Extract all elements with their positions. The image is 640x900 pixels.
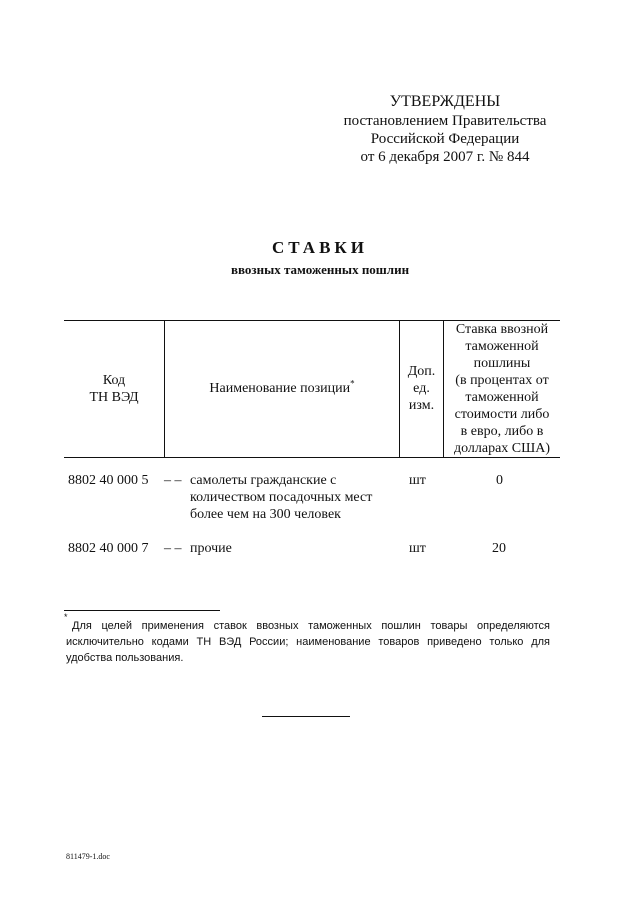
- file-name: 811479-1.doc: [66, 852, 110, 861]
- approval-line-1: постановлением Правительства: [343, 113, 547, 129]
- document-subtitle: ввозных таможенных пошлин: [230, 262, 410, 277]
- header-name-text: Наименование позиции: [209, 381, 351, 396]
- header-code: [64, 320, 164, 457]
- header-code-line-2: ТН ВЭД: [89, 389, 139, 405]
- header-rate-line-4: (в процентах от: [455, 372, 549, 388]
- header-rate-line-2: таможенной: [465, 338, 539, 354]
- header-unit-line-3: изм.: [408, 398, 435, 413]
- header-rate-line-8: долларах США): [453, 440, 551, 456]
- header-rate-line-6: стоимости либо: [454, 406, 550, 422]
- footnote-text: Для целей применения ставок ввозных таможенных пошлин товары определяются исключительно кодами ТН ВЭД России; наименование товаров приведено только для удобства пользования.: [66, 620, 550, 664]
- row-1-dash: – –: [164, 473, 182, 488]
- header-rate-line-5: таможенной: [465, 389, 539, 405]
- row-1-name-line-3: более чем на 300 человек: [190, 507, 341, 522]
- header-rate-line-3: пошлины: [473, 355, 531, 371]
- header-rate-line-7: в евро, либо в: [460, 423, 544, 439]
- footnote-separator: [64, 610, 220, 611]
- row-1-rate: 0: [496, 473, 503, 488]
- row-2-name-line-1: прочие: [190, 541, 232, 556]
- header-rate-line-1: Ставка ввозной: [455, 321, 549, 337]
- approval-heading: УТВЕРЖДЕНЫ: [389, 93, 501, 110]
- header-unit-line-1: Доп.: [407, 364, 436, 379]
- row-1-name-line-2: количеством посадочных мест: [190, 490, 373, 505]
- row-2-name: [164, 540, 394, 557]
- header-unit-line-2: ед.: [413, 381, 430, 396]
- row-2-dash: – –: [164, 541, 182, 556]
- header-name-footnote-mark: *: [350, 378, 355, 389]
- row-1-unit: шт: [409, 473, 426, 488]
- row-1-code: 8802 40 000 5: [68, 473, 149, 488]
- approval-line-3: от 6 декабря 2007 г. № 844: [360, 149, 530, 165]
- table-header-bottom-rule: [64, 457, 560, 458]
- row-1-name-line-1: самолеты гражданские с: [190, 473, 337, 488]
- row-1-name: [164, 472, 394, 523]
- approval-block: [330, 92, 560, 166]
- row-2-code: 8802 40 000 7: [68, 541, 149, 556]
- approval-line-2: Российской Федерации: [370, 131, 520, 147]
- header-code-line-1: Код: [102, 372, 126, 388]
- header-name: [165, 320, 399, 457]
- row-2-unit: шт: [409, 541, 426, 556]
- end-rule: [262, 716, 350, 717]
- footnote-mark: *: [64, 612, 68, 622]
- row-2-rate: 20: [492, 541, 506, 556]
- document-title: СТАВКИ: [272, 238, 368, 257]
- header-rate: [444, 320, 560, 457]
- header-unit: [400, 320, 443, 457]
